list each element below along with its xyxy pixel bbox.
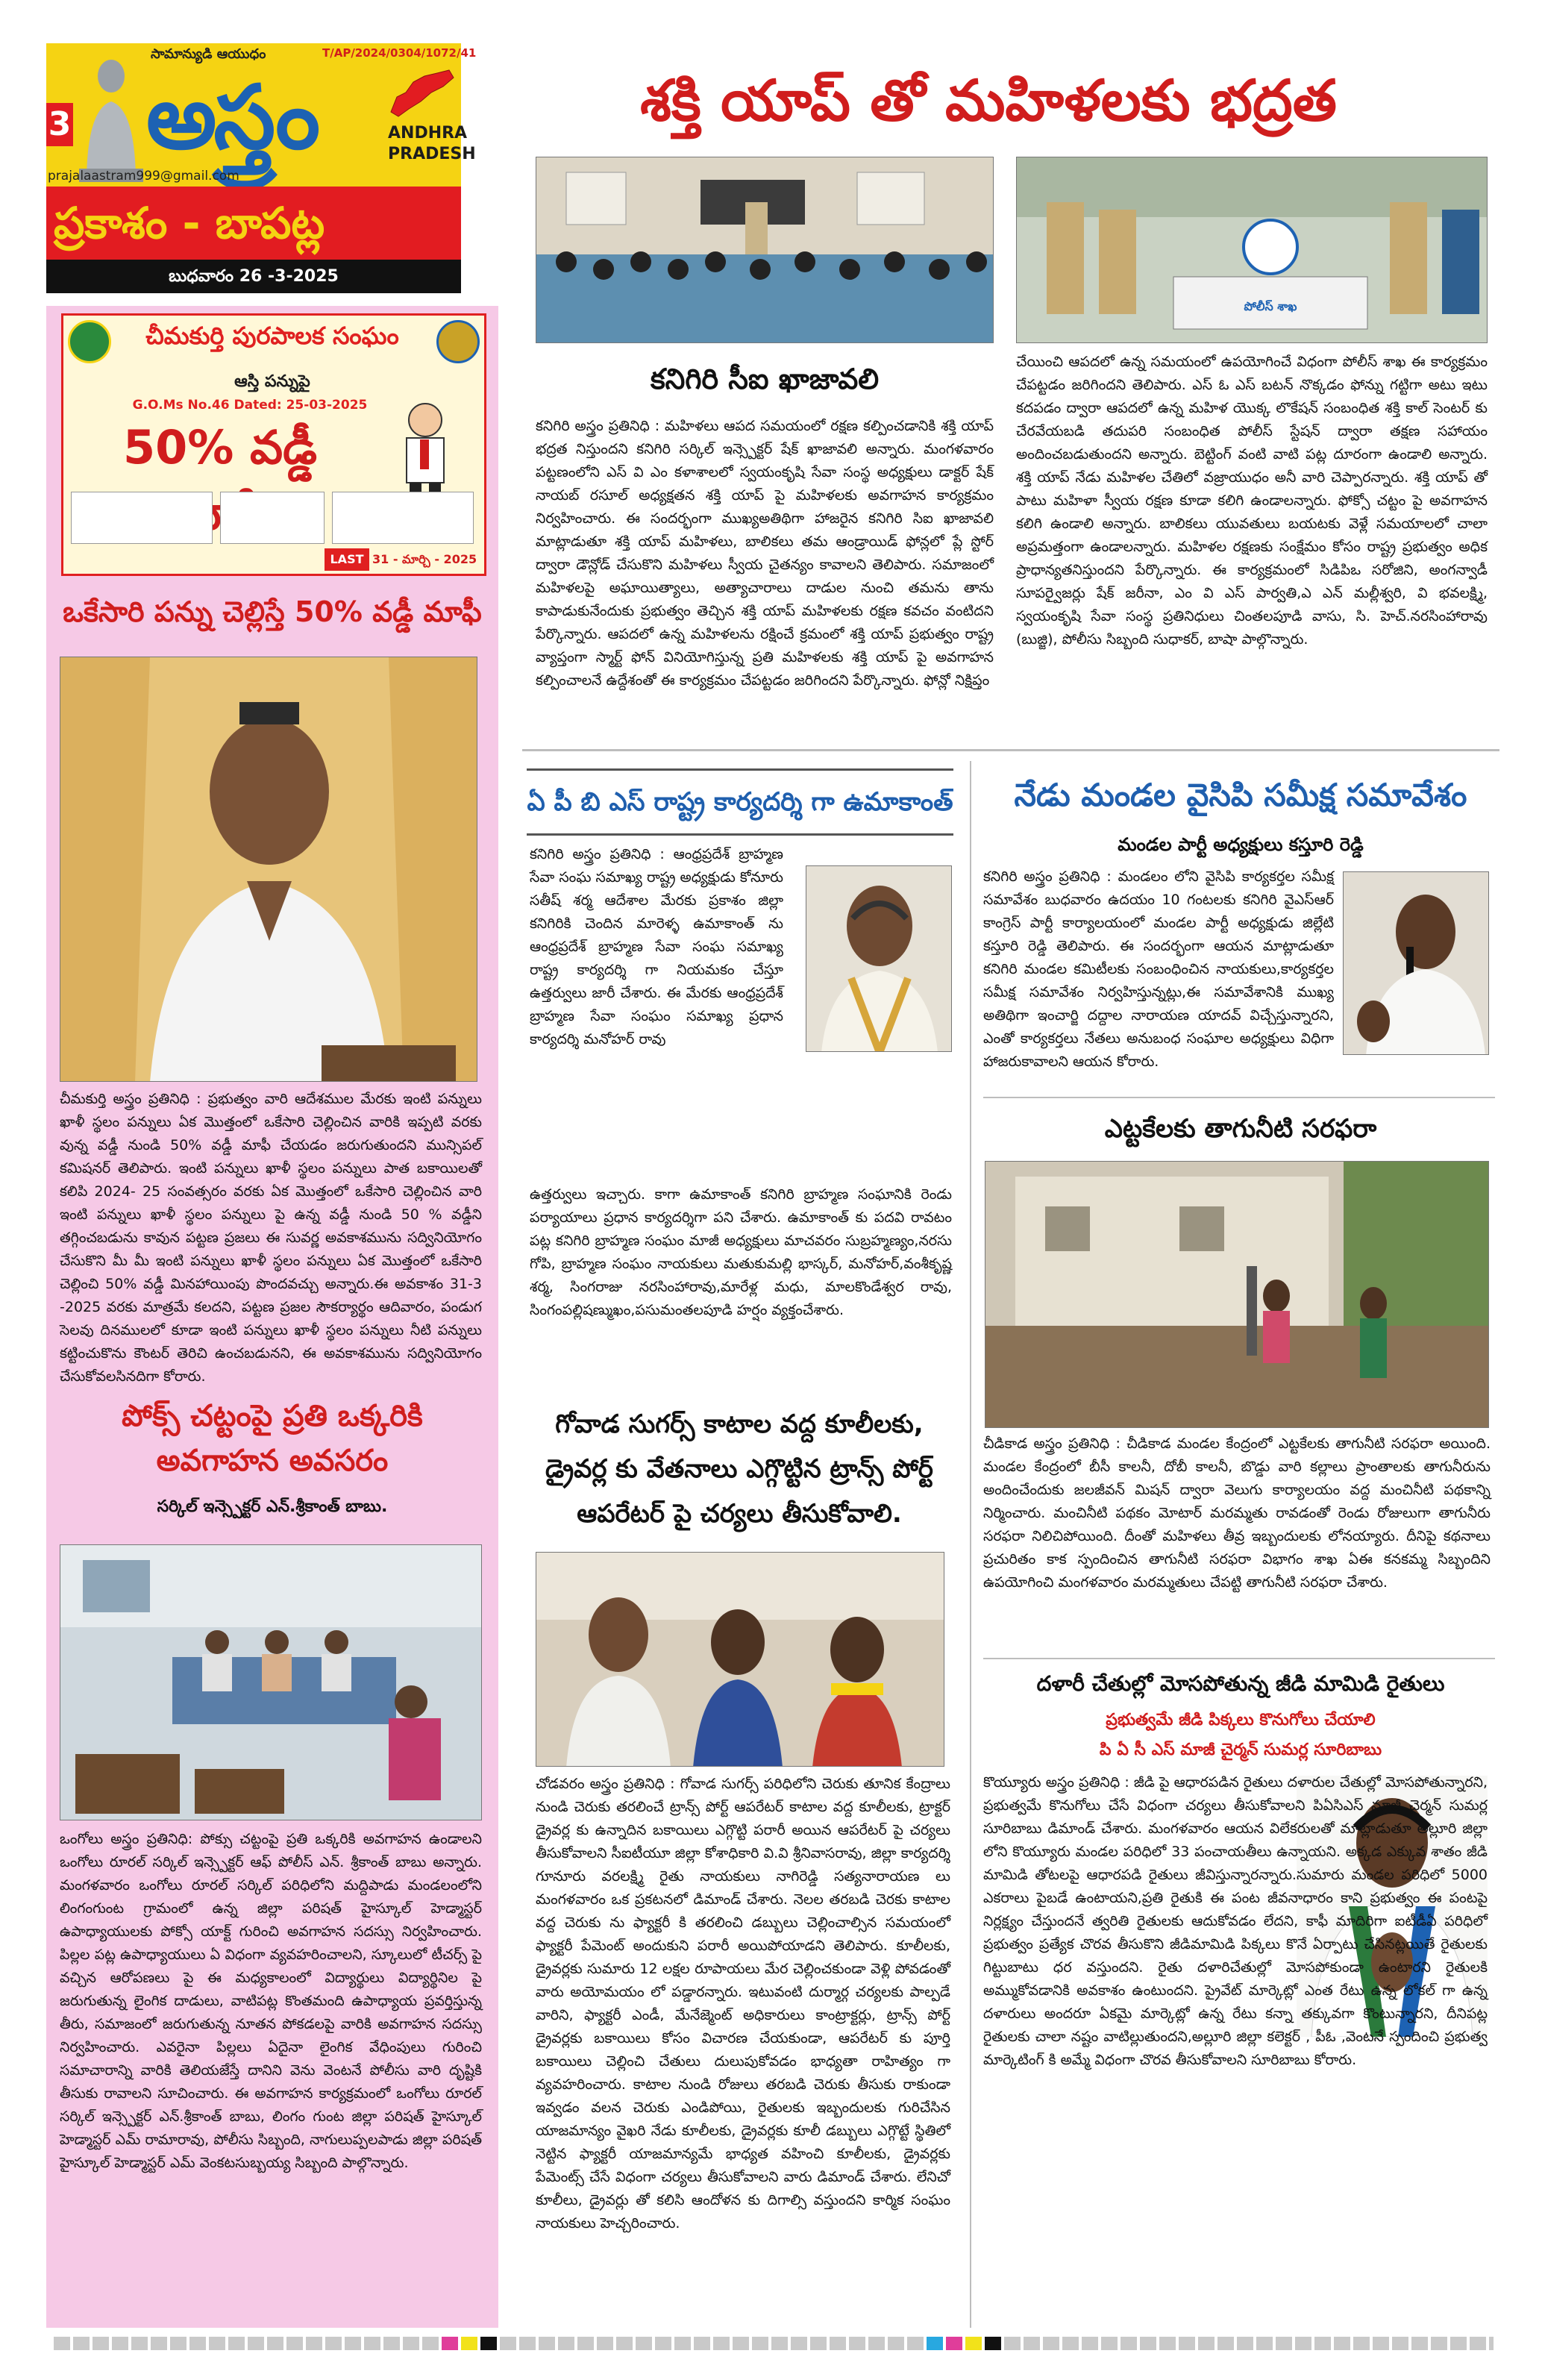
cashew-subhead-2: పి ఏ సీ ఎస్ మాజీ చైర్మన్ సుమర్ల సూరిబాబు [1099,1741,1382,1759]
rally-banner-text: పోలీస్ శాఖ [1244,299,1297,313]
umakanth-body-bottom: ఉత్తర్వులు ఇచ్చారు. కాగా ఉమాకాంత్ కనిగిరి బ్రాహ్మణ సంఘానికి రెండు పర్యాయాలు ప్రధాన కార్యదర్శిగా పని చేశారు. ఉమాకాంత్ కు పదవి రావటం పట్ల కనిగిరి బ్రాహ్మణ సంఘం మాజీ అధ్యక్షులు మాచవరం సుబ్రహ్మణ్యం,నరసు గోపి, బ్రాహ్మణ సంఘం నాయకులు మతుకుమల్లి భాస్కర్, మనోహర్,వంశీకృష్ణ శర్మ, సింగరాజు నరసింహారావు,మారేళ్ల మధు, మాలకొండేశ్వర రావు, సింగంపల్లిషణ్ముఖం,పసుమంతలపూడి హర్షం వ్యక్తంచేశారు. [530,1186,952,1318]
umakanth-portrait [806,865,952,1052]
column-divider [970,761,971,2328]
registration-number: T/AP/2024/0304/1072/41 [322,46,477,60]
sugars-headline-line1: గోవాడ సుగర్స్ కాటాల వద్ద కూలీలకు, [555,1409,924,1439]
pocso-subhead: సర్కిల్ ఇన్స్పెక్టర్ ఎన్.శ్రీకాంత్ బాబు. [157,1497,388,1516]
sugars-protest-photo [536,1552,944,1767]
ad-last-date-label: LAST [325,548,369,571]
ad-go-reference: G.O.Ms No.46 Dated: 25-03-2025 [132,398,368,413]
ad-text-box-right [332,492,474,544]
ycp-subhead: మండల పార్టీ అధ్యక్షులు కస్తూరి రెడ్డి [1118,834,1364,855]
ad-offer: 50% వడ్డీ [123,420,317,475]
shakti-article-body-left: కనిగిరి అస్త్రం ప్రతినిధి : మహిళలు ఆపద సమయంలో రక్షణ కల్పించడానికి శక్తి యాప్ భద్రత నిస్తుందని కనిగిరి సర్కిల్ ఇన్స్పెక్టర్ షేక్ ఖాజావలి అన్నారు. మంగళవారం పట్టణంలోని ఎస్ వి ఎం కళాశాలలో స్వయంకృషి సేవా సంస్థ అధ్యక్షులు డాక్టర్ షేక్ నాయబ్ రసూల్ అధ్యక్షతన శక్తి యాప్ పై మహిళలకు అవగాహన కార్యక్రమం నిర్వహించారు. ఈ సందర్భంగా ముఖ్యఅతిథిగా హాజరైన కనిగిరి సిఐ ఖాజావలి మాట్లాడుతూ శక్తి యాప్ మహిళలు, బాలికలు తమ ఆండ్రాయిడ్ ఫోన్లలో ప్లే స్టోర్ ద్వారా డౌన్లోడ్ చేసుకొని మహిళలు స్వీయ చైతన్యం కావాలని తెలిపారు. సమాజంలో మహిళలపై అఘాయిత్యాలు, అత్యాచారాలు దాడుల నుంచి తమను తాను కాపాడుకునేందుకు ప్రభుత్వం తెచ్చిన శక్తి యాప్ మహిళలకు రక్షణ కవచం వంటిదని పేర్కొన్నారు. ఆపదలో ఉన్న మహిళలను రక్షించే క్రమంలో శక్తి యాప్ ప్రభుత్వం రాష్ట్ర వ్యాప్తంగా స్మార్ట్ ఫోన్ వినియోగిస్తున్న ప్రతి మహిళలకు శక్తి యాప్ పై అవగాహన కల్పించాలనే ఉద్దేశంతో ఈ కార్యక్రమం చేపట్టడం జరిగిందని పేర్కొన్నారు. ఫోన్లో నిక్షిప్తం [536,418,994,689]
issue-date: బుధవారం 26 -3-2025 [169,267,339,286]
ad-text-box-middle [220,492,325,544]
pocso-headline-line2: అవగాహన అవసరం [156,1444,389,1478]
ycp-headline: నేడు మండల వైసిపి సమీక్ష సమావేశం [1014,777,1467,813]
date-bar [46,260,461,293]
shakti-rally-photo [1016,157,1488,343]
shakti-classroom-photo [536,157,994,343]
ycp-article-body: కనిగిరి అస్త్రం ప్రతినిధి : మండలం లోని వైసిపి కార్యకర్తల సమీక్ష సమావేశం బుధవారం ఉదయం 10 గంటలకు కనిగిరి వైఎస్ఆర్ కాంగ్రెస్ పార్టీ కార్యాలయంలో మండల పార్టీ అధ్యక్షుడు జిల్లేటి కస్తూరి రెడ్డి తెలిపారు. ఈ సందర్భంగా ఆయన మాట్లాడుతూ కనిగిరి మండల కమిటీలకు సంబంధించిన నాయకులు,కార్యకర్తల సమీక్ష సమావేశం నిర్వహిస్తున్నట్లు,ఈ సమావేశానికి ముఖ్య అతిథిగా ఇంచార్జి దద్దాల నారాయణ యాదవ్ విచ్చేస్తున్నారని, ఎంతో కార్యకర్తలు నేతలు అనుబంధ సంఘాల అధ్యక్షులు విధిగా హాజరుకావాలని ఆయన కోరారు. [983,868,1334,1070]
umakanth-headline-box [527,768,953,836]
cashew-headline: దళారీ చేతుల్లో మోసపోతున్న జీడి మామిడి రైతులు [1036,1671,1445,1696]
water-supply-photo [985,1161,1489,1428]
email-address: prajalaastram999@gmail.com [48,169,239,184]
commissioner-photo [60,657,477,1082]
ap-map-icon [383,67,458,119]
paper-name: అస్త్రం [146,66,318,169]
slogan: సామాన్యుడి ఆయుధం [151,46,266,62]
cashew-subhead-1: ప్రభుత్వమే జీడి పిక్కలు కొనుగోలు చేయాలి [1106,1711,1376,1729]
page-number: 3 [46,103,73,146]
cashew-article-body: కొయ్యూరు అస్త్రం ప్రతినిధి : జీడి పై ఆధారపడిన రైతులు దళారుల చేతుల్లో మోసపోతున్నారని, ప్రభుత్వమే కొనుగోలు చేసే విధంగా చర్యలు తీసుకోవాలని పిఏసిఎస్ మాజీ చైర్మన్ సుమర్ల సూరిబాబు డిమాండ్ చేశారు. మంగళవారం ఆయన విలేకరులతో మాట్లాడుతూ అల్లూరి జిల్లా లోని కొయ్యూరు మండల పరిధిలో 33 పంచాయతీలు ఉన్నాయని. అక్కడ ఎక్కువ శాతం జీడి మామిడి తోటలపై ఆధారపడి రైతులు జీవిస్తున్నారన్నారు.సుమారు మండల పరిధిలో 5000 ఎకరాలు పైబడే ఉంటాయని,ప్రతి రైతుకి ఈ పంట జీవనాధారం కాని ప్రభుత్వం ఈ పంటపై నిర్లక్ష్యం చేస్తుందనే త్వరితి రైతులకు ఆదుకోవడం లేదని, కాఫీ మాదిరిగా ఐటీడీఏ పరిధిలో ప్రభుత్వం ప్రత్యేక చొరవ తీసుకొని జీడిమామిడి పిక్కలు కొనే ఏర్పాటు చేసినట్లయితే రైతులకు గిట్టుబాటు ధర వస్తుందని. రైతు దళారిచేతుల్లో మోసపోకుండా ఉంటారని రైతులకి అమ్ముకోవడానికి అవకాశం ఉంటుందని. ప్రైవేట్ మార్కెట్లో ఎంత రేటు ఉన్న లోకల్ గా ఉన్న దళారులు అందరూ ఏకమై మార్కెట్లో ఉన్న రేటు కన్నా తక్కువగా కొంటున్నారని, దీనిపట్ల రైతులకు చాలా నష్టం వాటిల్లుతుందని,అల్లూరి జిల్లా కలెక్టర్ , పీఓ ,వెంటనే స్పందించి ప్రభుత్వ మార్కెటింగ్ కి అమ్మే విధంగా చొరవ తీసుకోవాలని సూరిబాబు కోరారు. [983,1774,1488,2068]
pocso-headline-line1: పోక్స్ చట్టంపై ప్రతి ఒక్కరికి [122,1399,423,1433]
umakanth-body-top: కనిగిరి అస్త్రం ప్రతినిధి : ఆంధ్రప్రదేశ్ బ్రాహ్మణ సేవా సంఘ సమాఖ్య రాష్ట్ర అధ్యక్షుడు కోనూరు సతీష్ శర్మ ఆదేశాల మేరకు ప్రకాశం జిల్లా కనిగిరికి చెందిన మారెళ్ళ ఉమాకాంత్ ను ఆంధ్రప్రదేశ్ బ్రాహ్మణ సేవా సంఘ సమాఖ్య రాష్ట్ర కార్యదర్శి గా నియమకం చేస్తూ ఉత్తర్వులు జారీ చేశారు. ఈ మేరకు ఆంధ్రప్రదేశ్ బ్రాహ్మణ సేవా సంఘం సమాఖ్య ప్రధాన కార్యదర్శి మనోహర్ రావు [530,846,783,1047]
pocso-article-body: ఒంగోలు అస్త్రం ప్రతినిధి: పోక్సు చట్టంపై ప్రతి ఒక్కరికి అవగాహన ఉండాలని ఒంగోలు రూరల్ సర్కిల్ ఇన్స్పెక్టర్ ఆఫ్ పోలీస్ ఎన్. శ్రీకాంత్ బాబు అన్నారు. మంగళవారం ఒంగోలు రూరల్ సర్కిల్ పరిధిలోని మద్దిపాడు మండలంలోని లింగంగుంట గ్రామంలో ఉన్న జిల్లా పరిషత్ హైస్కూల్ హెడ్మాస్టర్ ఉపాధ్యాయులకు పోక్సో యాక్ట్ గురించి అవగాహన సదస్సు నిర్వహించారు. పిల్లల పట్ల ఉపాధ్యాయులు ఏ విధంగా వ్యవహరించాలని, స్కూలులో టీచర్స్ పై వచ్చిన ఆరోపణలు పై ఈ మధ్యకాలంలో విద్యార్థులు విద్యార్థినిల పై జరుగుతున్న లైంగిక దాడులు, వాటిపట్ల కొంతమంది ఉపాధ్యాయ ప్రవర్తిస్తున్న తీరు, సమాజంలో జరుగుతున్న నూతన పోకడలపై వారికి అవగాహన సదస్సు నిర్వహించారు. ఎవరైనా పిల్లలు ఏదైనా లైంగిక వేధింపులు గురించి సమాచారాన్ని వారికి తెలియజేస్తే దానిని వెను వెంటనే పోలీసు వారి దృష్టికి తీసుకు రావాలని సూచించారు. ఈ అవగాహన కార్యక్రమంలో ఒంగోలు రూరల్ సర్కిల్ ఇన్స్పెక్టర్ ఎన్.శ్రీకాంత్ బాబు, లింగం గుంట జిల్లా పరిషత్ హైస్కూల్ హెడ్మాస్టర్ ఎమ్ రామారావు, పోలీసు సిబ్బంది, నాగులుప్పలపాడు జిల్లా పరిషత్ హైస్కూల్ హెడ్మాస్టర్ ఎమ్ వెంకటసుబ్బయ్య సిబ్బంది పాల్గొన్నారు. [60,1831,482,2171]
state-label-line1: ANDHRA [388,124,468,143]
tax-article-headline: ఒకేసారి పన్ను చెల్లిస్తే 50% వడ్డీ మాఫీ [63,595,482,628]
buddha-figure [79,49,143,182]
ad-text-box-left [71,492,213,544]
umakanth-headline: ఏ పీ బి ఎస్ రాష్ట్ర కార్యదర్శి గా ఉమాకాంత్ [527,787,953,817]
water-headline: ఎట్టకేలకు తాగునీటి సరఫరా [1104,1114,1377,1144]
edition-banner [46,187,461,260]
state-label-line2: PRADESH [388,145,476,163]
section-divider [522,749,1499,751]
tax-advertisement [61,313,486,576]
ad-subject: ఆస్తి పన్నుపై [234,372,310,391]
shakti-article-body-right: చేయించి ఆపదలో ఉన్న సమయంలో ఉపయోగించే విధంగా పోలీస్ శాఖ ఈ కార్యక్రమం చేపట్టడం జరిగిందని తెలిపారు. ఎస్ ఓ ఎస్ బటన్ నొక్కడం ఫోన్ను గట్టిగా అటు ఇటు కదపడం ద్వారా ఆపదలో ఉన్న మహిళ యొక్క లొకేషన్ సంబంధిత శక్తి కాల్ సెంటర్ కు చేరవేయబడి తదుపరి సంబంధిత పోలీస్ స్టేషన్ ద్వారా తక్షణ సహాయం అందించబడుతుందని అన్నారు. బెట్టింగ్ వంటి వాటి పట్ల దూరంగా ఉండాలి అన్నారు. శక్తి యాప్ నేడు మహిళల చేతిలో వజ్రాయుధం అనీ వారి చెప్పారన్నారు. శక్తి యాప్ తో పాటు మహిళా స్వీయ రక్షణ కూడా కలిగి ఉండాలన్నారు. ఫోక్సో చట్టం పై అవగాహన కలిగి ఉండాలి అన్నారు. బాలికలు యువతులు బయటకు వెళ్లే సమయాలలో చాలా అప్రమత్తంగా ఉండాలన్నారు. మహిళల రక్షణకు సంక్షేమం కోసం రాష్ట్ర ప్రభుత్వం అధిక ప్రాధాన్యతనిస్తుందని పేర్కొన్నారు. ఈ కార్యక్రమంలో సిడిపిఒ సరోజిని, అంగన్వాడీ సూపర్వైజర్లు షేక్ జరీనా, ఎం వి ఎస్ పార్వతి,ఎ ఎన్ మల్లీశ్వరి, వి భవలక్ష్మి, స్వయంకృషి సేవా సంస్థ ప్రతినిధులు చింతలపూడి వాసు, సి. హెచ్.నరసింహారావు (బుజ్జి), పోలీసు సిబ్బంది సుధాకర్, బాషా పాల్గొన్నారు. [1016,354,1488,648]
ad-org-name: చీమకుర్తి పురపాలక సంఘం [145,322,399,350]
masthead [46,43,477,293]
water-divider [983,1658,1495,1659]
water-article-body: చీడికాడ అస్త్రం ప్రతినిధి : చీడికాడ మండల కేంద్రంలో ఎట్టకేలకు తాగునీటి సరఫరా అయింది. మండల కేంద్రంలో బీసీ కాలనీ, దోబీ కాలనీ, బొడ్డు వారి కల్లాలు ప్రాంతాలకు తాగునీరును అందించేందుకు జలజీవన్ మిషన్ ద్వారా వెలుగు కార్యాలయం వద్ద మంచినీటి పథకాన్ని నిర్మించారు. మంచినీటి పథకం మోటార్ మరమ్మతు రావడంతో రెండు రోజులుగా తాగునీరు సరఫరా నిలిచిపోయింది. దీంతో మహిళలు తీవ్ర ఇబ్బందులకు లోనయ్యారు. దీనిపై కథనాలు ప్రచురితం కాక స్పందించిన తాగునీటి సరఫరా విభాగం శాఖ ఏఈ కనకమ్మ సిబ్బందిని ఉపయోగించి మంగళవారం మరమ్మతులు చేపట్టి తాగునీటి సరఫరా చేశారు. [983,1435,1491,1591]
color-registration-bar [54,2337,1494,2355]
tax-article-body: చీమకుర్తి అస్త్రం ప్రతినిధి : ప్రభుత్వం వారి ఆదేశముల మేరకు ఇంటి పన్నులు ఖాళీ స్థలం పన్నులు ఏక మొత్తంలో ఒకేసారి చెల్లించిన వారికి ఇప్పటి వరకు వున్న వడ్డీ నుండి 50% వడ్డీ మాఫీ చేయడం జరుగుతుందని మున్సిపల్ కమిషనర్ తెలిపారు. ఇంటి పన్నులు ఖాళీ స్థలం పన్నులు పాత బకాయిలతో కలిపి 2024- 25 సంవత్సరం వరకు ఏక మొత్తంలో ఒకేసారి చెల్లించిన వారి ఇంటి పన్నులు ఖాళీ స్థలం పన్నులు పై ఉన్న వడ్డీ నుండి 50 % వడ్డీని తగ్గించబడును కావున పట్టణ ప్రజలు ఈ సువర్ణ అవకాశమును సద్వినియోగం చేసుకొని మీ మీ ఇంటి పన్నులు ఖాళీ స్థలం పన్నులు ఏక మొత్తంలో ఒకేసారి చెల్లించి 50% వడ్డీ మినహాయింపు పొందవచ్చు అన్నారు.ఈ అవకాశం 31-3 -2025 వరకు మాత్రమే కలదని, పట్టణ ప్రజల సౌకర్యార్థం ఆదివారం, పండుగ సెలవు దినములలో కూడా ఇంటి పన్నులు ఖాళీ స్థలం పన్నులు నీటి పన్నులు కట్టించుకొను కౌంటర్ తెరిచి ఉంచబడునని, ఈ అవకాశమును సద్వినియోగం చేసుకోవలసినదిగా కోరారు. [60,1091,482,1385]
state-emblem-icon [436,320,480,363]
sugars-article-body: చోడవరం అస్త్రం ప్రతినిధి : గోవాడ సుగర్స్ పరిధిలోని చెరుకు తూనిక కేంద్రాలు నుండి చెరుకు తరలించే ట్రాన్స్ పోర్ట్ ఆపరేటర్ కాటాల వద్ద కూలీలకు, ట్రాక్టర్ డ్రైవర్ల కు ఉన్నాదిన బకాయిలు ఎగ్గొట్టి పరారీ అయిన ఆపరేటర్ పై చర్యలు తీసుకోవాలని సీఐటీయూ జిల్లా కోశాధికారి వి.వి శ్రీనివాసరావు, జిల్లా కార్యదర్శి గూనూరు వరలక్ష్మి రైతు నాయకులు నాగిరెడ్డి సత్యనారాయణ లు మంగళవారం ఒక ప్రకటనలో డిమాండ్ చేశారు. నెలల తరబడి చెరకు కాటాల వద్ద చెరుకు ను ఫ్యాక్టరీ కి తరలించి డబ్బులు చెల్లించాల్సిన సమయంలో ఫ్యాక్టరీ పేమెంట్ అందుకుని పరారీ అయిపోయాడని తెలిపారు. కూలీలకు, డ్రైవర్లకు సుమారు 12 లక్షల రూపాయలు మేర చెల్లించకుండా వెళ్లి పోవడంతో వారు అయోమయం లో పడ్డారన్నారు. ఇటువంటి దుర్మార్గ చర్యలకు పాల్పడే వారిని, ఫ్యాక్టరీ ఎండీ, మేనేజ్మెంట్ అధికారులు కాంట్రాక్టర్లు, ట్రాన్స్ పోర్ట్ డ్రైవర్లకు బకాయిలు కోసం విచారణ చేయకుండా, ఆపరేటర్ కు పూర్తి బకాయిలు చెల్లించి చేతులు దులుపుకోవడం భాధ్యతా రాహిత్యం గా వ్యవహరించారు. కాటాల నుండి రోజులు తరబడి చెరుకు తీసుకు రాకుండా ఇవ్వడం వలన చెరుకు ఎండిపోయి, రైతులకు ఇబ్బందులకు గురిచేసిన యాజమాన్యం వైఖరి నేడు కూలీలకు, డ్రైవర్లకు కూలీ డబ్బులు ఎగ్గొట్టే స్థితిలో నెట్టిన ఫ్యాక్టరీ యాజమాన్యమే భాధ్యత వహించి కూలీలకు, డ్రైవర్లకు పేమెంట్స్ చేసే విధంగా చర్యలు తీసుకోవాలని వారు డిమాండ్ చేశారు. లేనిచో కూలీలు, డ్రైవర్లు తో కలిసి ఆందోళన కు దిగాల్సి వస్తుందని కార్మిక సంఘం నాయకులు హెచ్చరించారు. [536,1776,950,2232]
ycp-leader-photo [1343,871,1489,1055]
pocso-meeting-photo [60,1544,482,1820]
main-headline: శక్తి యాప్ తో మహిళలకు భద్రత [640,67,1337,134]
ycp-divider [983,1097,1495,1098]
sugars-headline-line2: డ్రైవర్ల కు వేతనాలు ఎగ్గొట్టిన ట్రాన్స్ పోర్ట్ [545,1454,933,1484]
edition-name: ప్రకాశం - బాపట్ల [54,198,325,248]
shakti-photo-caption: కనిగిరి సీఐ ఖాజావలి [650,363,880,395]
sugars-headline-line3: ఆపరేటర్ పై చర్యలు తీసుకోవాలి. [577,1499,902,1529]
municipal-logo-icon [68,320,111,363]
ad-last-date: 31 - మార్చి - 2025 [372,552,477,566]
